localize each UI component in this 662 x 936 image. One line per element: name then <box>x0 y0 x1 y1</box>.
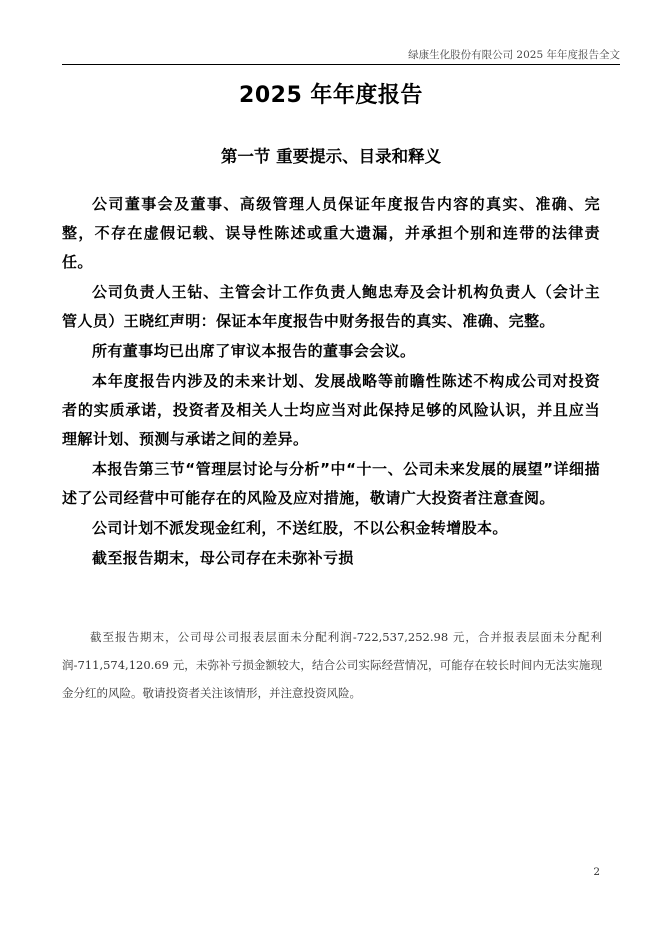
important-notice-body <box>62 190 600 574</box>
paragraph-responsible-persons: 公司负责人王钻、主管会计工作负责人鲍忠寿及会计机构负责人（会计主管人员）王晓红声明：保证本年度报告中财务报告的真实、准确、完整。 <box>62 283 600 330</box>
paragraph-board-guarantee: 公司董事会及董事、高级管理人员保证年度报告内容的真实、准确、完整，不存在虚假记载、误导性陈述或重大遗漏，并承担个别和连带的法律责任。 <box>62 195 600 271</box>
section-title: 第一节 重要提示、目录和释义 <box>220 147 442 166</box>
paragraph-board-attendance: 所有董事均已出席了审议本报告的董事会会议。 <box>92 342 416 360</box>
paragraph-uncovered-loss-heading: 截至报告期末，母公司存在未弥补亏损 <box>92 549 354 567</box>
running-header: 绿康生化股份有限公司 2025 年年度报告全文 <box>408 49 620 61</box>
uncovered-loss-note: 截至报告期末，公司母公司报表层面未分配利润-722,537,252.98 元，合并报表层面未分配利润-711,574,120.69 元，未弥补亏损金额较大，结合公司实际经营情况，可能存在较长时间内无法实施现金分红的风险。敬请投资者关注该情形，并注意投资风险。 <box>62 630 602 700</box>
paragraph-forward-looking: 本年度报告内涉及的未来计划、发展战略等前瞻性陈述不构成公司对投资者的实质承诺，投资者及相关人士均应当对此保持足够的风险认识，并且应当理解计划、预测与承诺之间的差异。 <box>62 372 600 448</box>
paragraph-risk-reference: 本报告第三节“管理层讨论与分析”中“十一、公司未来发展的展望”详细描述了公司经营中可能存在的风险及应对措施，敬请广大投资者注意查阅。 <box>62 460 600 507</box>
report-title: 2025 年年度报告 <box>239 83 423 108</box>
page-number: 2 <box>593 866 600 878</box>
header-divider <box>62 64 620 65</box>
paragraph-dividend-plan: 公司计划不派发现金红利，不送红股，不以公积金转增股本。 <box>92 519 508 537</box>
